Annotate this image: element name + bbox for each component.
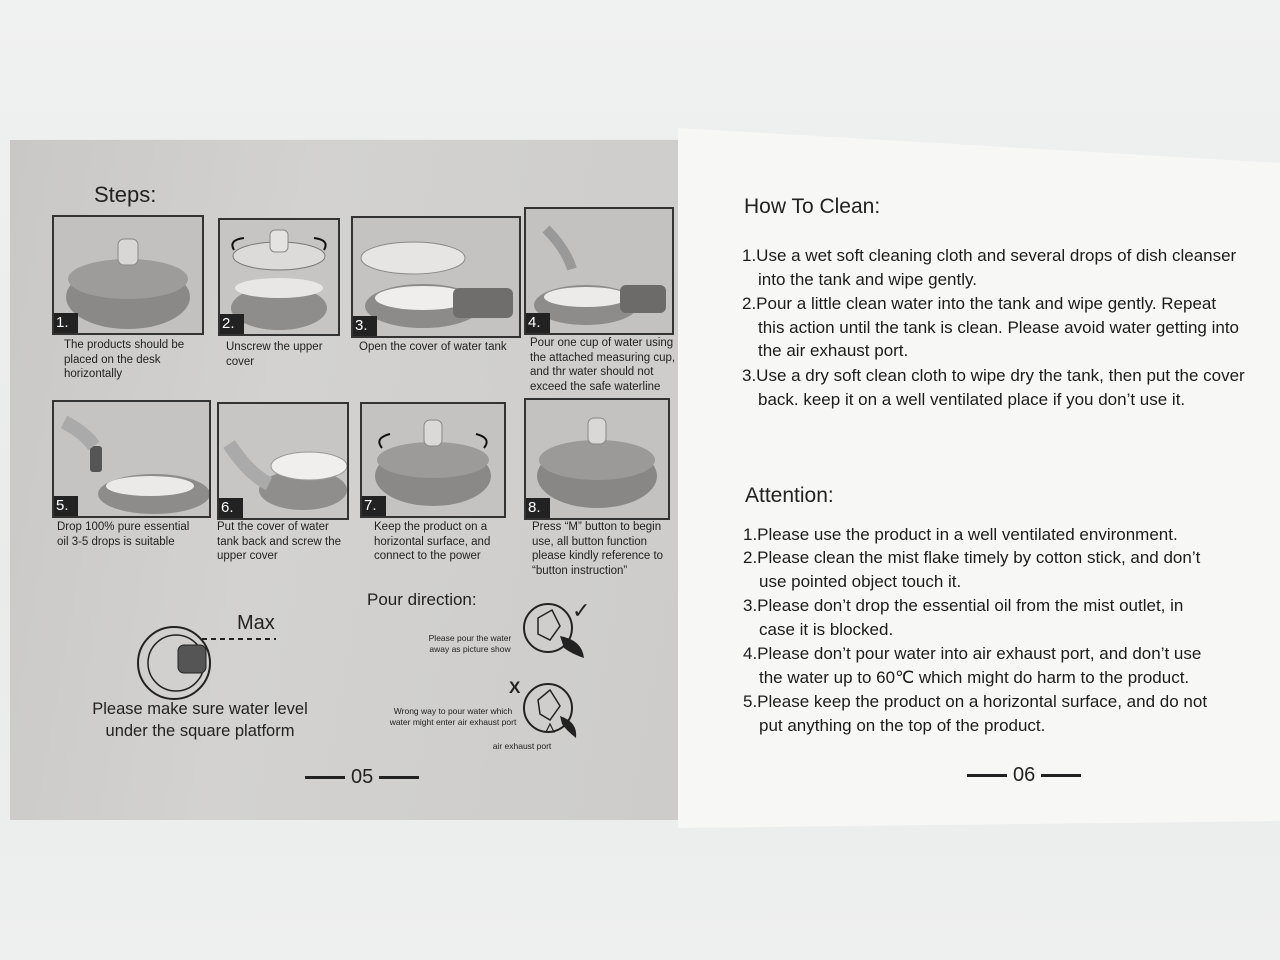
attention-item-5: 5.Please keep the product on a horizontal surface, and do not put anything on the top of the product. <box>743 692 1208 735</box>
step-number: 7. <box>362 496 386 516</box>
step-5-caption: Drop 100% pure essential oil 3-5 drops is suitable <box>57 521 190 548</box>
step-number: 6. <box>219 498 243 518</box>
step-4-image <box>524 207 674 335</box>
air-exhaust-port-label: air exhaust port <box>492 741 552 751</box>
step-8-caption: Press “M” button to begin use, all button function please kindly reference to “button instruction” <box>532 521 664 577</box>
step-7-image <box>360 402 506 518</box>
step-2-image <box>218 218 340 336</box>
attention-item-1: 1.Please use the product in a well ventilated environment. <box>743 525 1178 544</box>
wrong-way-caption: Wrong way to pour water which water might enter air exhaust port <box>389 706 517 727</box>
page-number-left: 05 <box>305 766 419 789</box>
step-5-image <box>52 400 211 518</box>
clean-item-3: 3.Use a dry soft clean cloth to wipe dry the tank, then put the cover back. keep it on a well ventilated place if you don’t use it. <box>742 366 1245 409</box>
step-3-caption: Open the cover of water tank <box>359 341 507 353</box>
step-number: 5. <box>54 496 78 516</box>
step-6-caption: Put the cover of water tank back and screw the upper cover <box>217 521 342 562</box>
step-7-caption: Keep the product on a horizontal surface, and connect to the power <box>374 521 491 562</box>
step-number: 4. <box>526 313 550 333</box>
check-mark-icon: ✓ <box>572 598 591 623</box>
page-number-right: 06 <box>967 764 1081 787</box>
step-1-caption: The products should be placed on the desk horizontally <box>64 339 185 380</box>
step-1-image <box>52 215 204 335</box>
water-level-diagram <box>130 625 280 705</box>
step-4-caption: Pour one cup of water using the attached measuring cup, and thr water should not exceed the safe waterline <box>530 337 676 393</box>
attention-item-3: 3.Please don’t drop the essential oil from the mist outlet, in case it is blocked. <box>743 596 1184 639</box>
step-number: 8. <box>526 498 550 518</box>
step-3-image <box>351 216 521 338</box>
how-to-clean-title: How To Clean: <box>744 195 881 218</box>
attention-item-4: 4.Please don’t pour water into air exhaust port, and don’t use the water up to 60℃ which might do harm to the product. <box>743 644 1202 687</box>
max-label: Max <box>237 612 275 634</box>
cross-mark-icon: X <box>509 678 521 697</box>
water-level-note: Please make sure water level under the square platform <box>92 700 308 740</box>
steps-heading: Steps: <box>94 182 157 207</box>
step-number: 3. <box>353 316 377 336</box>
pour-direction-title: Pour direction: <box>367 590 477 609</box>
attention-item-2: 2.Please clean the mist flake timely by cotton stick, and don’t use pointed object touch it. <box>743 548 1201 591</box>
step-number: 2. <box>220 314 244 334</box>
right-way-caption: Please pour the water away as picture show <box>428 633 512 654</box>
step-8-image <box>524 398 670 520</box>
attention-title: Attention: <box>745 484 834 507</box>
clean-item-2: 2.Pour a little clean water into the tank and wipe gently. Repeat this action until the tank is clean. Please avoid water getting into the air exhaust port. <box>742 294 1240 360</box>
clean-item-1: 1.Use a wet soft cleaning cloth and several drops of dish cleanser into the tank and wipe gently. <box>742 246 1237 289</box>
step-2-caption: Unscrew the upper cover <box>226 341 323 368</box>
step-6-image <box>217 402 349 520</box>
step-number: 1. <box>54 313 78 333</box>
